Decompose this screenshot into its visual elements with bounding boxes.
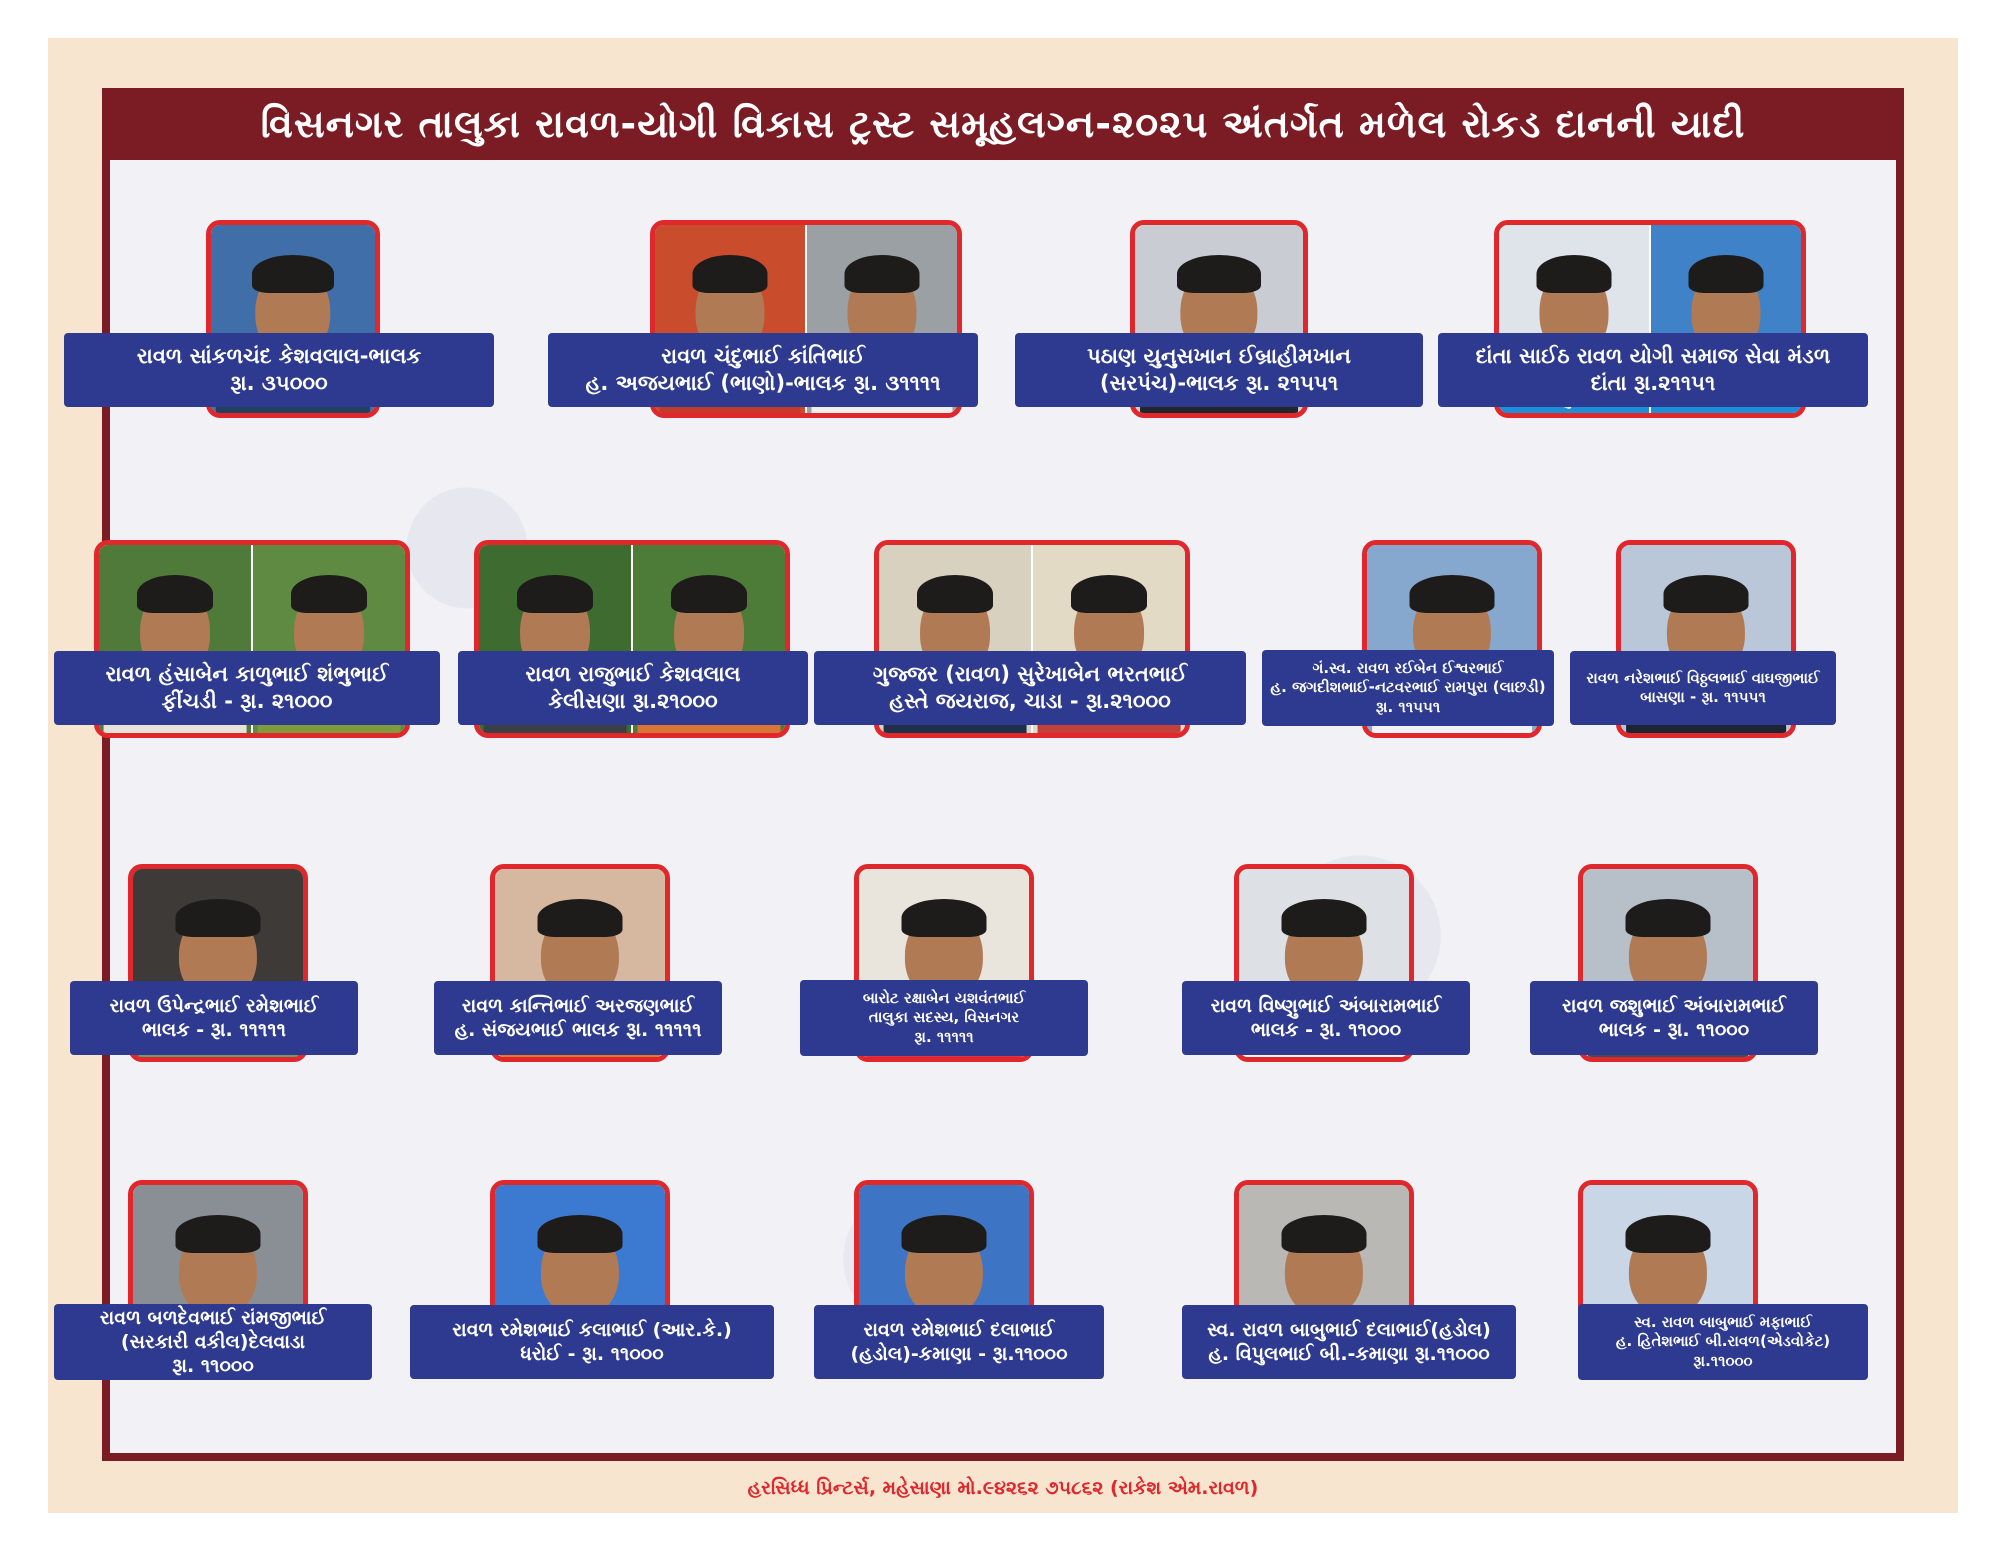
portrait-hair [902,899,987,937]
donor-name: રાવળ વિષ્ણુભાઈ અંબારામભાઈ [1210,994,1442,1017]
portrait-hair [1071,575,1147,613]
donor-label [1262,650,1554,726]
donor-label [1578,1304,1868,1380]
donor-name: ગં.સ્વ. રાવળ રઈબેન ઈશ્વરભાઈ [1312,659,1504,678]
portrait-hair [902,1215,987,1253]
poster-frame [99,88,1904,1461]
portrait-hair [693,255,768,293]
portrait-hair [1626,1215,1711,1253]
portrait-hair [1537,255,1612,293]
donor-name: રાવળ ઉપેન્દ્રભાઈ રમેશભાઈ [109,994,319,1017]
donor-amount: રૂા. ૧૧૦૦૦ [172,1355,254,1378]
donor-amount: કેલીસણા રૂા.૨૧૦૦૦ [548,689,718,713]
donor-amount: ધરોઈ - રૂા. ૧૧૦૦૦ [520,1343,664,1365]
portrait-hair [1282,899,1367,937]
donor-label [1530,981,1818,1055]
portrait-hair [917,575,993,613]
donor-label [1015,333,1423,407]
donor-name: દાંતા સાઈઠ રાવળ યોગી સમાજ સેવા મંડળ [1475,344,1831,369]
donor-name: રાવળ સાંકળચંદ કેશવલાલ-ભાલક [136,344,422,369]
donor-name: રાવળ રમેશભાઈ દલાભાઈ [863,1318,1055,1341]
donor-name: બારોટ રક્ષાબેન યશવંતભાઈ [862,989,1026,1008]
donor-label [1570,651,1836,725]
portrait-hair [1689,255,1764,293]
portrait-hair [176,899,261,937]
donor-name: રાવળ રમેશભાઈ કલાભાઈ (આર.કે.) [452,1318,732,1341]
portrait-hair [517,575,593,613]
portrait-hair [538,899,623,937]
poster [48,38,1958,1513]
donor-label [70,981,358,1055]
printer-credit: હરસિધ્ધ પ્રિન્ટર્સ, મહેસાણા મો.૯૪૨૬૨ ૭૫૮૬૨ (રાકેશ એમ.રાવળ) [747,1477,1259,1499]
donor-amount: બાસણા - રૂા. ૧૧૫૫૧ [1640,688,1766,706]
donor-name: સ્વ. રાવળ બાબુભાઈ દલાભાઈ(હડોલ) [1207,1318,1491,1341]
donor-grid [99,160,1896,1453]
donor-label [1182,1305,1516,1379]
donor-label [54,1304,372,1380]
donor-amount: ભાલક - રૂા. ૧૧૦૦૦ [1598,1019,1750,1041]
donor-label [1182,981,1470,1055]
donor-detail: હ. હિતેશભાઈ બી.રાવળ(એડવોકેટ) [1615,1332,1831,1351]
portrait-hair [845,255,920,293]
donor-amount: દાંતા રૂા.૨૧૧૫૧ [1590,371,1716,395]
donor-detail: હ. જગદીશભાઈ-નટવરભાઈ રામપુરા (લાછડી) [1270,678,1546,697]
donor-name: રાવળ ચંદુભાઈ કાંતિભાઈ [661,344,865,369]
donor-amount: ભાલક - રૂા. ૧૧૦૦૦ [1250,1019,1402,1041]
donor-amount: ભાલક - રૂા. ૧૧૧૧૧ [142,1019,286,1041]
donor-label [458,651,808,725]
donor-detail: (સરકારી વકીલ)દેલવાડા [120,1330,306,1353]
portrait-hair [1410,575,1495,613]
poster-title: વિસનગર તાલુકા રાવળ-યોગી વિકાસ ટ્રસ્ટ સમૂહલગ્ન-૨૦૨૫ અંતર્ગત મળેલ રોકડ દાનની યાદી [260,101,1746,146]
portrait-hair [1177,255,1261,293]
donor-name: સ્વ. રાવળ બાબુભાઈ મફાભાઈ [1634,1313,1812,1332]
donor-name: રાવળ જશુભાઈ અંબારામભાઈ [1562,994,1786,1017]
portrait-hair [137,575,213,613]
portrait-hair [1282,1215,1367,1253]
portrait-hair [538,1215,623,1253]
donor-amount: હ. સંજયભાઈ ભાલક રૂા. ૧૧૧૧૧ [454,1019,702,1041]
donor-name: રાવળ રાજુભાઈ કેશવલાલ [525,662,741,687]
donor-name: રાવળ નરેશભાઈ વિઠ્ઠલભાઈ વાઘજીભાઈ [1586,668,1820,687]
donor-amount: રૂા.૧૧૦૦૦ [1693,1351,1753,1370]
portrait-hair [252,255,334,293]
donor-amount: (સરપંચ)-ભાલક રૂા. ૨૧૫૫૧ [1099,371,1339,395]
donor-label [548,333,978,407]
donor-amount: હસ્તે જયરાજ, ચાડા - રૂા.૨૧૦૦૦ [889,689,1171,713]
donor-amount: હ. અજયભાઈ (ભાણો)-ભાલક રૂા. ૩૧૧૧૧ [585,371,941,395]
donor-amount: હ. વિપુલભાઈ બી.-કમાણા રૂા.૧૧૦૦૦ [1208,1343,1490,1365]
donor-label [814,1305,1104,1379]
donor-label [1438,333,1868,407]
donor-amount: (હડોલ)-કમાણા - રૂા.૧૧૦૦૦ [850,1343,1068,1365]
donor-label [434,981,722,1055]
donor-label [814,651,1246,725]
donor-name: પઠાણ યુનુસખાન ઈબ્રાહીમખાન [1087,344,1351,369]
portrait-hair [291,575,367,613]
donor-amount: રૂા. ૧૧૫૫૧ [1375,697,1441,716]
donor-name: ગુજ્જર (રાવળ) સુરેખાબેન ભરતભાઈ [872,662,1188,687]
portrait-hair [1664,575,1749,613]
donor-label [54,651,440,725]
donor-amount: રૂા. ૩૫૦૦૦ [230,371,328,395]
donor-amount: ફીંચડી - રૂા. ૨૧૦૦૦ [161,689,333,713]
portrait-hair [176,1215,261,1253]
donor-name: રાવળ હંસાબેન કાળુભાઈ શંભુભાઈ [105,662,389,687]
portrait-hair [671,575,747,613]
donor-name: રાવળ કાન્તિભાઈ અરજણભાઈ [461,994,695,1017]
donor-detail: તાલુકા સદસ્ય, વિસનગર [868,1008,1020,1027]
donor-label [410,1305,774,1379]
donor-label [800,980,1088,1056]
donor-label [64,333,494,407]
portrait-hair [1626,899,1711,937]
donor-amount: રૂા. ૧૧૧૧૧ [914,1027,974,1046]
donor-name: રાવળ બળદેવભાઈ રાંમજીભાઈ [99,1306,327,1329]
